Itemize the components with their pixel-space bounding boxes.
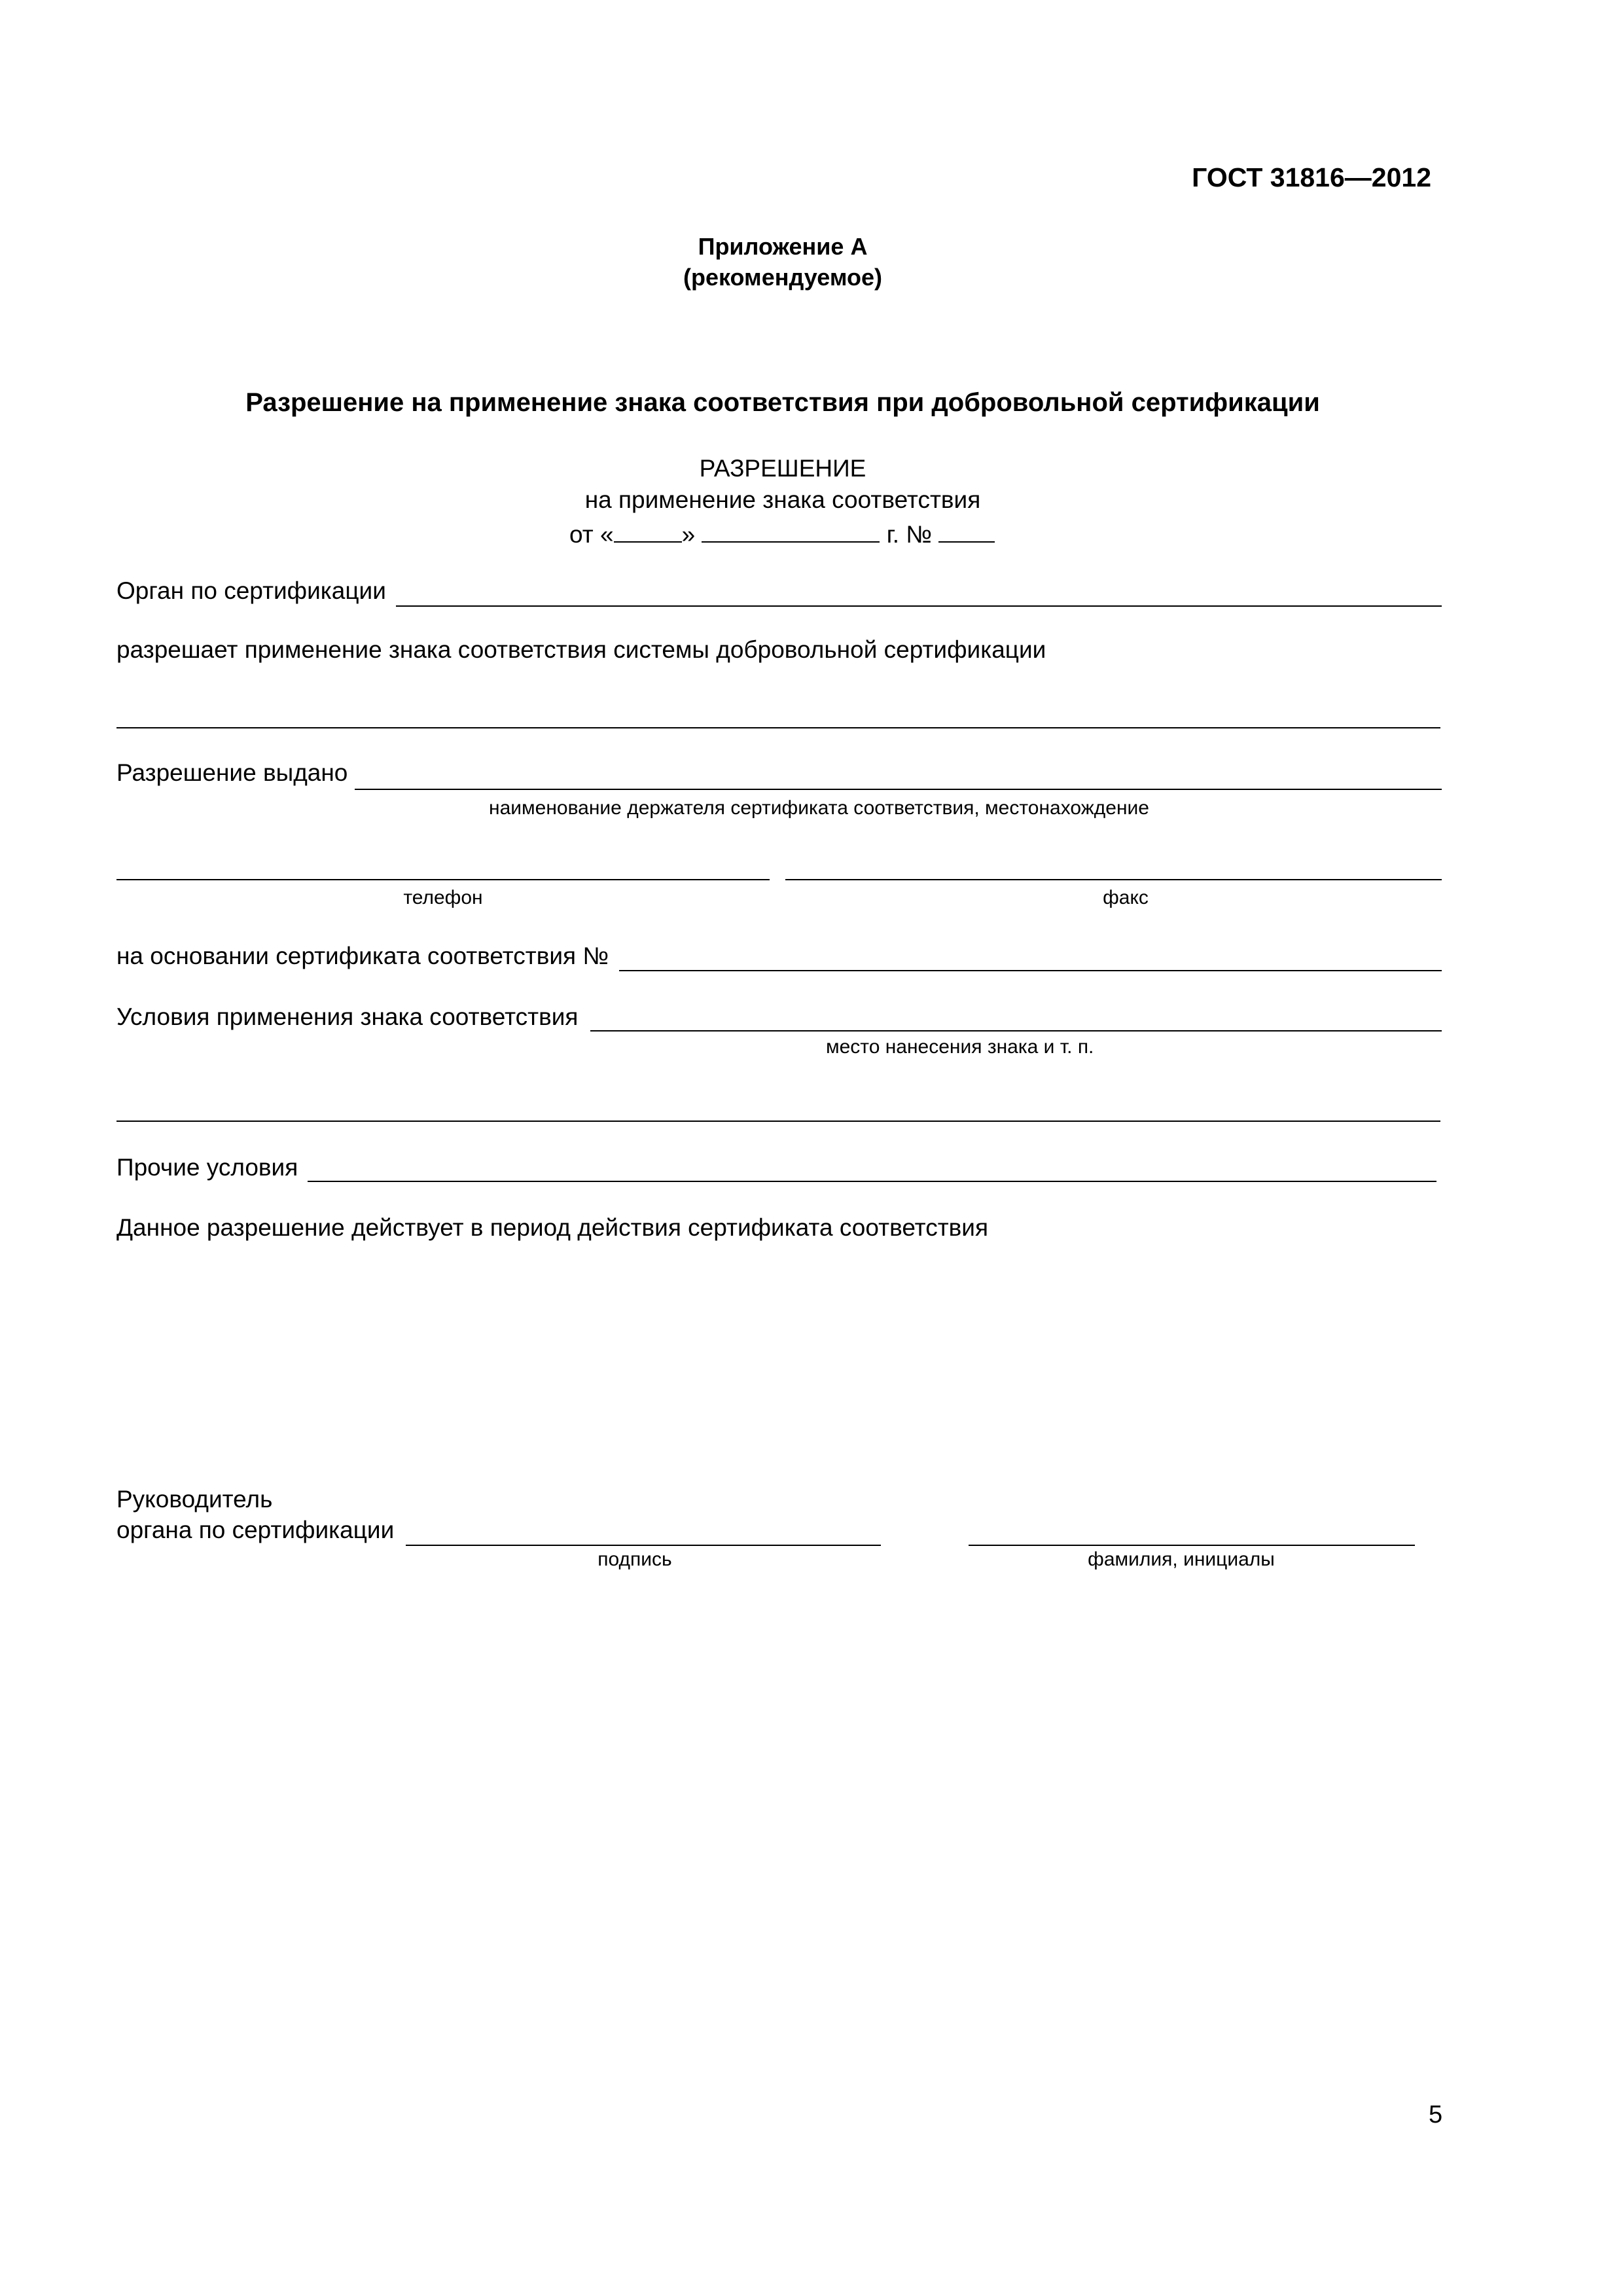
- permits-text: разрешает применение знака соответствия системы добровольной сертификации: [116, 636, 1046, 663]
- certificate-line[interactable]: [619, 970, 1442, 971]
- validity-text: Данное разрешение действует в период действия сертификата соответствия: [116, 1214, 988, 1241]
- appendix-title: Приложение А: [698, 233, 868, 260]
- certificate-label: на основании сертификата соответствия №: [116, 942, 609, 969]
- signature-line[interactable]: [406, 1545, 881, 1546]
- document-title: Разрешение на применение знака соответствия при добровольной сертификации: [245, 388, 1320, 417]
- issued-caption: наименование держателя сертификата соответствия, местонахождение: [489, 797, 1149, 819]
- appendix-status: (рекомендуемое): [683, 264, 882, 291]
- conditions-caption: место нанесения знака и т. п.: [826, 1036, 1094, 1058]
- conditions-line[interactable]: [590, 1030, 1442, 1031]
- phone-caption: телефон: [403, 887, 483, 908]
- document-code: ГОСТ 31816—2012: [1192, 162, 1431, 192]
- number-blank[interactable]: [938, 517, 995, 543]
- other-conditions-line[interactable]: [308, 1181, 1436, 1182]
- permit-date-line: [569, 517, 995, 548]
- name-line[interactable]: [969, 1545, 1415, 1546]
- signature-title-line2: органа по сертификации: [116, 1516, 395, 1543]
- date-mid: »: [681, 521, 696, 548]
- issued-line[interactable]: [355, 789, 1442, 790]
- other-conditions-label: Прочие условия: [116, 1154, 298, 1181]
- system-name-line[interactable]: [116, 727, 1440, 728]
- permit-heading: РАЗРЕШЕНИЕ: [699, 455, 866, 482]
- signature-caption: подпись: [597, 1549, 672, 1570]
- date-prefix: от «: [569, 521, 614, 548]
- authority-line[interactable]: [396, 605, 1442, 607]
- permit-subheading: на применение знака соответствия: [584, 486, 981, 513]
- signature-title-line1: Руководитель: [116, 1486, 273, 1513]
- fax-line[interactable]: [785, 879, 1442, 880]
- month-blank[interactable]: [702, 517, 880, 543]
- conditions-label: Условия применения знака соответствия: [116, 1003, 579, 1030]
- phone-line[interactable]: [116, 879, 770, 880]
- date-year-label: г. №: [886, 521, 932, 548]
- issued-label: Разрешение выдано: [116, 759, 348, 786]
- page-number: 5: [1429, 2101, 1443, 2128]
- name-caption: фамилия, инициалы: [1088, 1549, 1275, 1570]
- day-blank[interactable]: [614, 517, 682, 543]
- conditions-extra-line[interactable]: [116, 1121, 1440, 1122]
- fax-caption: факс: [1103, 887, 1149, 908]
- authority-label: Орган по сертификации: [116, 577, 386, 604]
